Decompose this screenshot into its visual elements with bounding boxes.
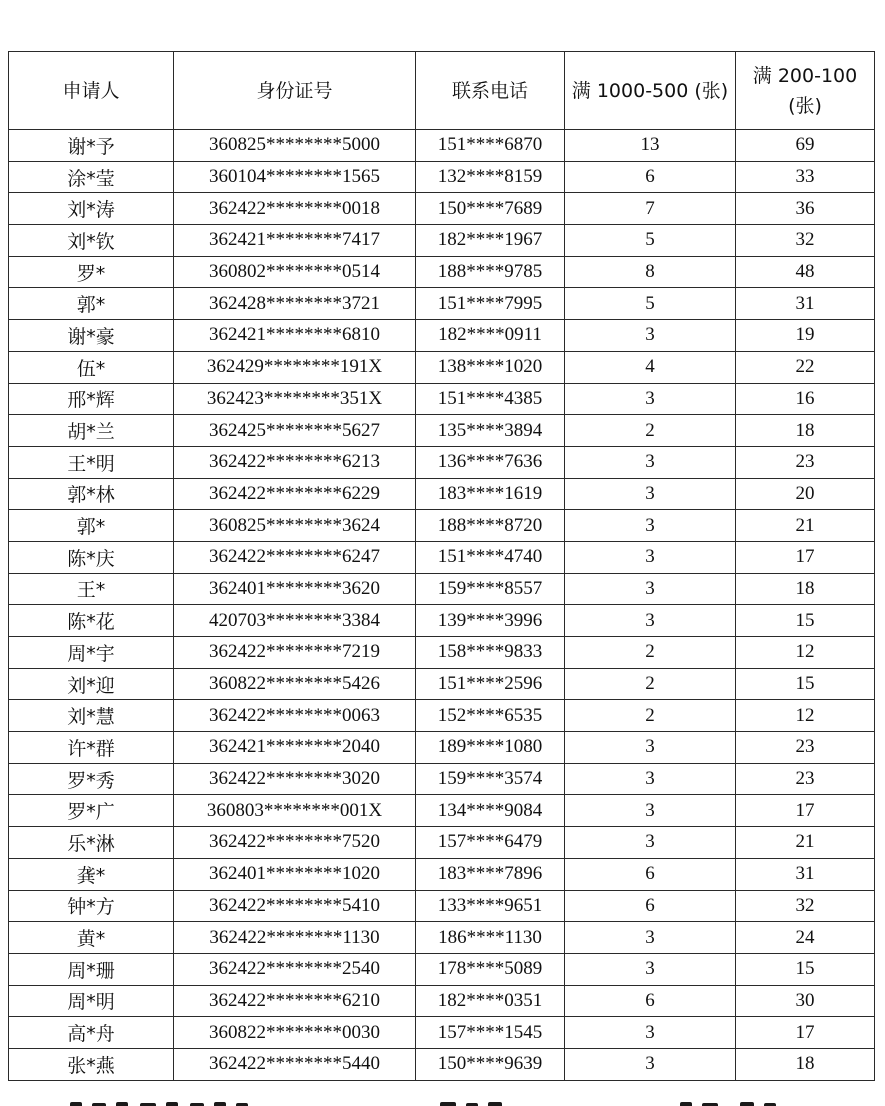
cell-phone: 151****7995 (416, 288, 565, 320)
cell-count-1000-500: 3 (565, 953, 736, 985)
header-count-1000-500: 满 1000-500 (张) (565, 52, 736, 130)
cell-phone: 186****1130 (416, 922, 565, 954)
cell-count-1000-500: 3 (565, 478, 736, 510)
cell-phone: 150****7689 (416, 193, 565, 225)
table-body (9, 130, 875, 1081)
cell-applicant: 龚* (9, 858, 174, 890)
cell-phone: 157****6479 (416, 827, 565, 859)
cell-count-200-100: 21 (736, 827, 875, 859)
cell-count-1000-500: 2 (565, 637, 736, 669)
cell-applicant: 罗*秀 (9, 763, 174, 795)
cell-count-200-100: 21 (736, 510, 875, 542)
cell-count-1000-500: 6 (565, 161, 736, 193)
cell-id-number: 362425********5627 (174, 415, 416, 447)
cell-phone: 134****9084 (416, 795, 565, 827)
cell-count-1000-500: 3 (565, 573, 736, 605)
cell-id-number: 362421********7417 (174, 225, 416, 257)
cell-count-200-100: 23 (736, 732, 875, 764)
cell-id-number: 360802********0514 (174, 256, 416, 288)
table-row (9, 288, 875, 320)
cell-count-1000-500: 3 (565, 922, 736, 954)
cell-phone: 152****6535 (416, 700, 565, 732)
cell-applicant: 陈*庆 (9, 541, 174, 573)
cell-id-number: 362401********1020 (174, 858, 416, 890)
cell-count-1000-500: 3 (565, 795, 736, 827)
cell-count-200-100: 12 (736, 700, 875, 732)
table-row (9, 1048, 875, 1080)
cell-phone: 132****8159 (416, 161, 565, 193)
cell-applicant: 罗* (9, 256, 174, 288)
header-id-number: 身份证号 (174, 52, 416, 130)
cell-id-number: 362422********3020 (174, 763, 416, 795)
table-row (9, 605, 875, 637)
cell-count-200-100: 23 (736, 446, 875, 478)
cell-count-1000-500: 3 (565, 446, 736, 478)
table-row (9, 130, 875, 162)
cell-phone: 136****7636 (416, 446, 565, 478)
table-row (9, 668, 875, 700)
table-row (9, 827, 875, 859)
cell-id-number: 362422********7219 (174, 637, 416, 669)
cell-phone: 189****1080 (416, 732, 565, 764)
cell-applicant: 谢*豪 (9, 320, 174, 352)
cell-applicant: 周*明 (9, 985, 174, 1017)
cell-count-200-100: 12 (736, 637, 875, 669)
cell-count-1000-500: 3 (565, 541, 736, 573)
cell-count-200-100: 18 (736, 415, 875, 447)
cell-phone: 182****0911 (416, 320, 565, 352)
cell-count-200-100: 33 (736, 161, 875, 193)
cell-count-1000-500: 6 (565, 890, 736, 922)
cell-applicant: 刘*涛 (9, 193, 174, 225)
cell-count-200-100: 18 (736, 573, 875, 605)
cell-count-1000-500: 2 (565, 668, 736, 700)
applicant-voucher-table (8, 51, 875, 1081)
cell-phone: 151****4385 (416, 383, 565, 415)
table-row (9, 922, 875, 954)
cell-applicant: 罗*广 (9, 795, 174, 827)
table-row (9, 383, 875, 415)
cell-id-number: 362428********3721 (174, 288, 416, 320)
cell-count-200-100: 16 (736, 383, 875, 415)
cell-count-200-100: 30 (736, 985, 875, 1017)
cell-phone: 158****9833 (416, 637, 565, 669)
table-row (9, 193, 875, 225)
cell-count-200-100: 22 (736, 351, 875, 383)
table-row (9, 573, 875, 605)
cell-count-200-100: 36 (736, 193, 875, 225)
cell-count-1000-500: 2 (565, 415, 736, 447)
cell-count-1000-500: 4 (565, 351, 736, 383)
cell-phone: 133****9651 (416, 890, 565, 922)
cell-count-1000-500: 3 (565, 320, 736, 352)
cell-phone: 151****6870 (416, 130, 565, 162)
cell-applicant: 邢*辉 (9, 383, 174, 415)
table-row (9, 700, 875, 732)
cropped-footer-text (0, 1096, 885, 1106)
table-row (9, 858, 875, 890)
cell-id-number: 362422********6210 (174, 985, 416, 1017)
cell-count-200-100: 17 (736, 1017, 875, 1049)
cell-applicant: 许*群 (9, 732, 174, 764)
table-row (9, 161, 875, 193)
table-row (9, 256, 875, 288)
header-applicant: 申请人 (9, 52, 174, 130)
cell-count-200-100: 48 (736, 256, 875, 288)
cell-phone: 183****1619 (416, 478, 565, 510)
cell-applicant: 刘*钦 (9, 225, 174, 257)
cell-id-number: 362422********1130 (174, 922, 416, 954)
table-row (9, 415, 875, 447)
cell-count-200-100: 24 (736, 922, 875, 954)
cell-phone: 182****0351 (416, 985, 565, 1017)
cell-id-number: 362422********7520 (174, 827, 416, 859)
cell-phone: 188****8720 (416, 510, 565, 542)
cell-count-1000-500: 3 (565, 383, 736, 415)
table-row (9, 953, 875, 985)
cell-id-number: 362401********3620 (174, 573, 416, 605)
cell-count-1000-500: 3 (565, 605, 736, 637)
cell-applicant: 谢*予 (9, 130, 174, 162)
cell-count-200-100: 15 (736, 605, 875, 637)
cell-phone: 183****7896 (416, 858, 565, 890)
cell-id-number: 360104********1565 (174, 161, 416, 193)
cell-applicant: 周*珊 (9, 953, 174, 985)
cell-id-number: 360825********3624 (174, 510, 416, 542)
cell-count-1000-500: 2 (565, 700, 736, 732)
cell-applicant: 张*燕 (9, 1048, 174, 1080)
cell-applicant: 王* (9, 573, 174, 605)
cell-id-number: 360825********5000 (174, 130, 416, 162)
cell-count-1000-500: 5 (565, 225, 736, 257)
cell-id-number: 360803********001X (174, 795, 416, 827)
table-row (9, 225, 875, 257)
cell-id-number: 362422********6247 (174, 541, 416, 573)
cell-applicant: 周*宇 (9, 637, 174, 669)
table-row (9, 1017, 875, 1049)
cell-phone: 159****8557 (416, 573, 565, 605)
cell-count-1000-500: 6 (565, 858, 736, 890)
cell-count-200-100: 32 (736, 890, 875, 922)
cell-applicant: 高*舟 (9, 1017, 174, 1049)
cell-count-1000-500: 3 (565, 1017, 736, 1049)
cell-id-number: 362422********6213 (174, 446, 416, 478)
table-row (9, 732, 875, 764)
cell-count-1000-500: 5 (565, 288, 736, 320)
cell-applicant: 郭* (9, 288, 174, 320)
cell-id-number: 360822********5426 (174, 668, 416, 700)
cell-count-200-100: 31 (736, 288, 875, 320)
cell-count-200-100: 17 (736, 541, 875, 573)
table-row (9, 446, 875, 478)
table-row (9, 763, 875, 795)
cell-applicant: 刘*迎 (9, 668, 174, 700)
cell-id-number: 362421********2040 (174, 732, 416, 764)
header-count-200-100: 满 200-100 (张) (736, 52, 875, 130)
cell-applicant: 郭*林 (9, 478, 174, 510)
cropped-text-fragment (0, 1099, 885, 1106)
cell-id-number: 362429********191X (174, 351, 416, 383)
cell-applicant: 胡*兰 (9, 415, 174, 447)
cell-id-number: 362423********351X (174, 383, 416, 415)
cell-count-200-100: 23 (736, 763, 875, 795)
cell-applicant: 王*明 (9, 446, 174, 478)
cell-phone: 135****3894 (416, 415, 565, 447)
cell-count-200-100: 18 (736, 1048, 875, 1080)
table-header-row (9, 52, 875, 130)
cell-count-1000-500: 3 (565, 510, 736, 542)
cell-phone: 151****2596 (416, 668, 565, 700)
cell-applicant: 陈*花 (9, 605, 174, 637)
cell-phone: 151****4740 (416, 541, 565, 573)
cell-id-number: 420703********3384 (174, 605, 416, 637)
table-row (9, 541, 875, 573)
cell-phone: 139****3996 (416, 605, 565, 637)
table-row (9, 478, 875, 510)
cell-count-1000-500: 3 (565, 827, 736, 859)
table-row (9, 510, 875, 542)
cell-id-number: 362421********6810 (174, 320, 416, 352)
cell-applicant: 乐*淋 (9, 827, 174, 859)
cell-count-200-100: 20 (736, 478, 875, 510)
cell-count-1000-500: 13 (565, 130, 736, 162)
table-row (9, 637, 875, 669)
cell-phone: 182****1967 (416, 225, 565, 257)
cell-phone: 150****9639 (416, 1048, 565, 1080)
cell-count-200-100: 69 (736, 130, 875, 162)
cell-phone: 178****5089 (416, 953, 565, 985)
table-row (9, 320, 875, 352)
cell-count-200-100: 15 (736, 953, 875, 985)
header-phone: 联系电话 (416, 52, 565, 130)
cell-phone: 188****9785 (416, 256, 565, 288)
cell-phone: 157****1545 (416, 1017, 565, 1049)
cell-id-number: 362422********2540 (174, 953, 416, 985)
cell-count-200-100: 31 (736, 858, 875, 890)
cell-count-1000-500: 3 (565, 1048, 736, 1080)
cell-count-1000-500: 7 (565, 193, 736, 225)
cell-id-number: 362422********6229 (174, 478, 416, 510)
cell-phone: 138****1020 (416, 351, 565, 383)
cell-applicant: 钟*方 (9, 890, 174, 922)
cell-applicant: 黄* (9, 922, 174, 954)
table-row (9, 795, 875, 827)
cell-count-1000-500: 3 (565, 763, 736, 795)
cell-applicant: 伍* (9, 351, 174, 383)
cell-id-number: 362422********0018 (174, 193, 416, 225)
cell-applicant: 涂*莹 (9, 161, 174, 193)
cell-count-1000-500: 6 (565, 985, 736, 1017)
cell-applicant: 刘*慧 (9, 700, 174, 732)
table-row (9, 890, 875, 922)
cell-applicant: 郭* (9, 510, 174, 542)
cell-count-1000-500: 8 (565, 256, 736, 288)
cell-count-200-100: 17 (736, 795, 875, 827)
cell-count-200-100: 32 (736, 225, 875, 257)
cell-phone: 159****3574 (416, 763, 565, 795)
table-row (9, 985, 875, 1017)
cell-count-200-100: 19 (736, 320, 875, 352)
table-row (9, 351, 875, 383)
cell-id-number: 362422********0063 (174, 700, 416, 732)
cell-count-200-100: 15 (736, 668, 875, 700)
cell-id-number: 362422********5440 (174, 1048, 416, 1080)
cell-count-1000-500: 3 (565, 732, 736, 764)
cell-id-number: 362422********5410 (174, 890, 416, 922)
cell-id-number: 360822********0030 (174, 1017, 416, 1049)
